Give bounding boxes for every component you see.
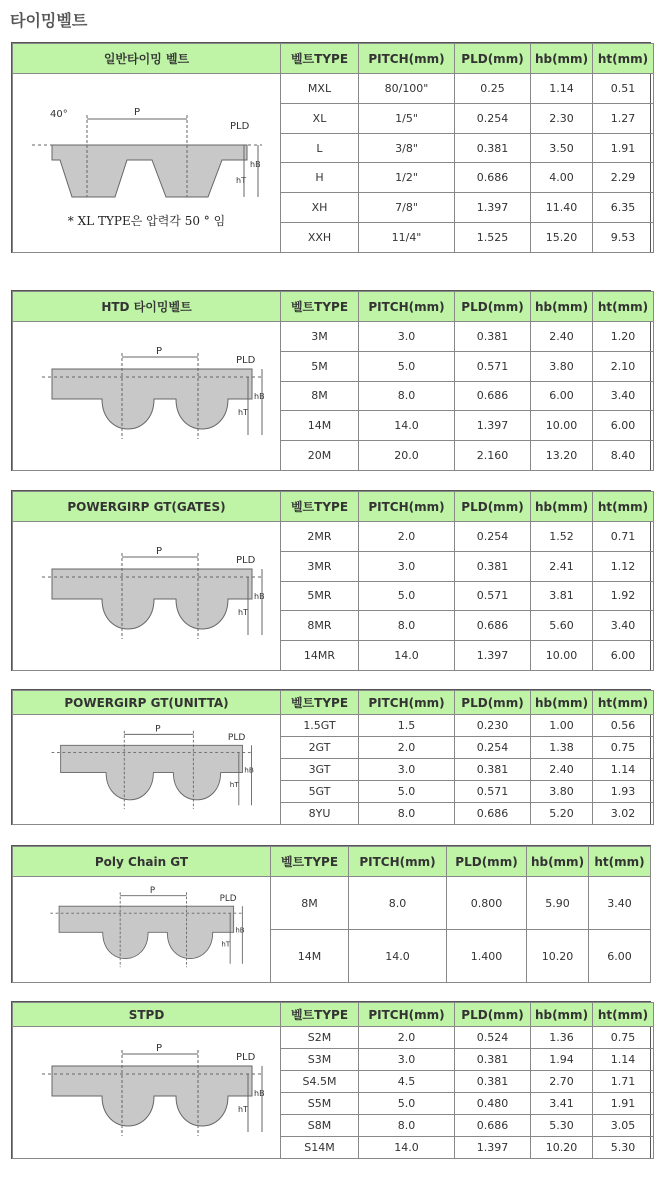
hb-cell: 5.30: [531, 1115, 593, 1137]
column-header: ht(mm): [593, 492, 654, 522]
column-header: ht(mm): [593, 1003, 654, 1027]
hb-cell: 1.52: [531, 522, 593, 552]
column-header: ht(mm): [593, 44, 654, 74]
pitch-cell: 1/5": [359, 103, 455, 133]
ht-cell: 3.40: [593, 611, 654, 641]
column-header: hb(mm): [531, 292, 593, 322]
belt-profile-diagram: [17, 880, 267, 976]
belt-table-section: [11, 845, 651, 983]
belt-spec-table: [12, 291, 654, 471]
ht-cell: 3.02: [593, 803, 654, 825]
belt-diagram-cell: [13, 877, 271, 983]
pld-cell: 0.254: [455, 522, 531, 552]
belt-spec-table: [12, 846, 651, 983]
hb-cell: 5.20: [531, 803, 593, 825]
pld-cell: 2.160: [455, 441, 531, 471]
belt-table-section: [11, 290, 651, 471]
column-header: PLD(mm): [455, 492, 531, 522]
ht-cell: 6.00: [589, 930, 651, 983]
diagram-pitch-label: P: [149, 886, 155, 897]
pitch-cell: 3/8": [359, 133, 455, 163]
ht-cell: 0.71: [593, 522, 654, 552]
ht-cell: 1.93: [593, 781, 654, 803]
pitch-cell: 3.0: [359, 759, 455, 781]
belt-profile-diagram: [22, 97, 272, 207]
hb-cell: 11.40: [531, 193, 593, 223]
belt-table-section: [11, 42, 651, 253]
belt-diagram-cell: [13, 1027, 281, 1159]
pld-cell: 1.397: [455, 641, 531, 671]
hb-cell: 1.14: [531, 74, 593, 104]
column-header: ht(mm): [589, 847, 651, 877]
belt-profile-diagram: [22, 718, 272, 818]
belt-type-cell: 3M: [281, 322, 359, 352]
belt-type-cell: 5GT: [281, 781, 359, 803]
diagram-pld-label: PLD: [235, 355, 255, 367]
pitch-cell: 8.0: [359, 611, 455, 641]
pld-cell: 0.524: [455, 1027, 531, 1049]
belt-type-cell: XH: [281, 193, 359, 223]
pld-cell: 0.254: [455, 737, 531, 759]
pitch-cell: 5.0: [359, 351, 455, 381]
column-header: 벨트TYPE: [281, 44, 359, 74]
belt-diagram-cell: [13, 522, 281, 671]
ht-cell: 0.51: [593, 74, 654, 104]
hb-cell: 13.20: [531, 441, 593, 471]
hb-cell: 10.00: [531, 411, 593, 441]
section-title: Poly Chain GT: [13, 847, 271, 877]
diagram-ht-label: hT: [229, 780, 239, 790]
pld-cell: 1.400: [447, 930, 527, 983]
diagram-pld-label: PLD: [235, 1052, 255, 1063]
pitch-cell: 14.0: [349, 930, 447, 983]
pld-cell: 0.800: [447, 877, 527, 930]
pld-cell: 0.686: [455, 1115, 531, 1137]
diagram-hb-label: hB: [249, 159, 261, 169]
ht-cell: 5.30: [593, 1137, 654, 1159]
hb-cell: 1.00: [531, 715, 593, 737]
ht-cell: 8.40: [593, 441, 654, 471]
pld-cell: 1.397: [455, 1137, 531, 1159]
table-header-row: [13, 1003, 654, 1027]
column-header: ht(mm): [593, 292, 654, 322]
column-header: PLD(mm): [455, 292, 531, 322]
hb-cell: 4.00: [531, 163, 593, 193]
ht-cell: 6.00: [593, 641, 654, 671]
belt-table-section: [11, 490, 651, 671]
belt-type-cell: S5M: [281, 1093, 359, 1115]
hb-cell: 10.20: [527, 930, 589, 983]
ht-cell: 1.91: [593, 1093, 654, 1115]
diagram-pld-label: PLD: [227, 732, 245, 743]
belt-type-cell: 3GT: [281, 759, 359, 781]
belt-diagram-cell: [13, 322, 281, 471]
column-header: 벨트TYPE: [281, 1003, 359, 1027]
ht-cell: 3.40: [589, 877, 651, 930]
belt-type-cell: 1.5GT: [281, 715, 359, 737]
hb-cell: 3.80: [531, 351, 593, 381]
column-header: 벨트TYPE: [271, 847, 349, 877]
belt-type-cell: H: [281, 163, 359, 193]
pld-cell: 0.686: [455, 381, 531, 411]
belt-type-cell: 14M: [281, 411, 359, 441]
page-title: 타이밍벨트: [10, 11, 88, 30]
diagram-pitch-label: P: [155, 346, 162, 358]
pitch-cell: 8.0: [349, 877, 447, 930]
diagram-pld-label: PLD: [229, 120, 249, 132]
hb-cell: 6.00: [531, 381, 593, 411]
diagram-ht-label: hT: [237, 408, 248, 418]
table-header-row: [13, 292, 654, 322]
diagram-caption: * XL TYPE은 압력각 50 ° 임: [67, 213, 226, 228]
ht-cell: 6.35: [593, 193, 654, 223]
pld-cell: 0.571: [455, 781, 531, 803]
diagram-hb-label: hB: [234, 926, 245, 935]
diagram-hb-label: hB: [253, 592, 265, 602]
diagram-ht-label: hT: [237, 608, 248, 618]
pitch-cell: 3.0: [359, 551, 455, 581]
column-header: PITCH(mm): [359, 492, 455, 522]
column-header: PITCH(mm): [359, 1003, 455, 1027]
ht-cell: 3.05: [593, 1115, 654, 1137]
hb-cell: 10.00: [531, 641, 593, 671]
ht-cell: 1.12: [593, 551, 654, 581]
belt-type-cell: 14MR: [281, 641, 359, 671]
hb-cell: 3.50: [531, 133, 593, 163]
pitch-cell: 7/8": [359, 193, 455, 223]
pitch-cell: 2.0: [359, 737, 455, 759]
diagram-pitch-label: P: [155, 1043, 162, 1054]
column-header: PLD(mm): [455, 1003, 531, 1027]
section-title: STPD: [13, 1003, 281, 1027]
diagram-ht-label: hT: [220, 940, 230, 949]
belt-type-cell: 8MR: [281, 611, 359, 641]
column-header: hb(mm): [527, 847, 589, 877]
belt-type-cell: 20M: [281, 441, 359, 471]
ht-cell: 1.14: [593, 1049, 654, 1071]
ht-cell: 2.10: [593, 351, 654, 381]
hb-cell: 5.60: [531, 611, 593, 641]
pld-cell: 1.525: [455, 223, 531, 253]
pitch-cell: 3.0: [359, 322, 455, 352]
column-header: 벨트TYPE: [281, 292, 359, 322]
pld-cell: 0.480: [455, 1093, 531, 1115]
hb-cell: 2.40: [531, 322, 593, 352]
hb-cell: 3.41: [531, 1093, 593, 1115]
pld-cell: 0.381: [455, 551, 531, 581]
ht-cell: 1.91: [593, 133, 654, 163]
hb-cell: 2.41: [531, 551, 593, 581]
diagram-hb-label: hB: [243, 765, 254, 775]
column-header: PLD(mm): [455, 44, 531, 74]
belt-type-cell: MXL: [281, 74, 359, 104]
column-header: PITCH(mm): [349, 847, 447, 877]
ht-cell: 9.53: [593, 223, 654, 253]
ht-cell: 1.14: [593, 759, 654, 781]
belt-spec-table: [12, 491, 654, 671]
table-row: [13, 1027, 654, 1049]
section-title: POWERGIRP GT(GATES): [13, 492, 281, 522]
table-header-row: [13, 847, 651, 877]
belt-profile-diagram: [22, 534, 272, 654]
pld-cell: 0.686: [455, 611, 531, 641]
ht-cell: 1.20: [593, 322, 654, 352]
belt-type-cell: S3M: [281, 1049, 359, 1071]
belt-type-cell: S4.5M: [281, 1071, 359, 1093]
table-row: [13, 74, 654, 104]
belt-type-cell: L: [281, 133, 359, 163]
column-header: PITCH(mm): [359, 691, 455, 715]
pitch-cell: 1/2": [359, 163, 455, 193]
hb-cell: 1.94: [531, 1049, 593, 1071]
belt-spec-table: [12, 43, 654, 253]
table-header-row: [13, 44, 654, 74]
pld-cell: 0.381: [455, 1049, 531, 1071]
pitch-cell: 8.0: [359, 381, 455, 411]
pitch-cell: 5.0: [359, 1093, 455, 1115]
diagram-angle-label: 40°: [49, 108, 68, 120]
pld-cell: 1.397: [455, 411, 531, 441]
pitch-cell: 5.0: [359, 581, 455, 611]
section-title: HTD 타이밍벨트: [13, 292, 281, 322]
belt-type-cell: 5M: [281, 351, 359, 381]
belt-table-section: [11, 689, 651, 825]
column-header: hb(mm): [531, 1003, 593, 1027]
pld-cell: 0.230: [455, 715, 531, 737]
column-header: PLD(mm): [447, 847, 527, 877]
belt-type-cell: 8M: [281, 381, 359, 411]
ht-cell: 3.40: [593, 381, 654, 411]
pitch-cell: 80/100": [359, 74, 455, 104]
hb-cell: 10.20: [531, 1137, 593, 1159]
belt-profile-diagram: [22, 334, 272, 454]
diagram-pitch-label: P: [155, 546, 162, 558]
belt-type-cell: XXH: [281, 223, 359, 253]
belt-type-cell: 8YU: [281, 803, 359, 825]
ht-cell: 0.75: [593, 737, 654, 759]
pld-cell: 0.686: [455, 163, 531, 193]
diagram-ht-label: hT: [235, 175, 246, 185]
pitch-cell: 1.5: [359, 715, 455, 737]
hb-cell: 5.90: [527, 877, 589, 930]
ht-cell: 6.00: [593, 411, 654, 441]
table-row: [13, 877, 651, 930]
column-header: 벨트TYPE: [281, 691, 359, 715]
pitch-cell: 3.0: [359, 1049, 455, 1071]
belt-type-cell: 3MR: [281, 551, 359, 581]
column-header: hb(mm): [531, 492, 593, 522]
pitch-cell: 4.5: [359, 1071, 455, 1093]
pld-cell: 0.571: [455, 581, 531, 611]
table-row: [13, 715, 654, 737]
pld-cell: 1.397: [455, 193, 531, 223]
diagram-pld-label: PLD: [235, 555, 255, 567]
pitch-cell: 14.0: [359, 411, 455, 441]
table-header-row: [13, 691, 654, 715]
hb-cell: 3.81: [531, 581, 593, 611]
table-row: [13, 322, 654, 352]
pld-cell: 0.25: [455, 74, 531, 104]
hb-cell: 15.20: [531, 223, 593, 253]
diagram-ht-label: hT: [237, 1105, 248, 1114]
table-row: [13, 522, 654, 552]
hb-cell: 2.40: [531, 759, 593, 781]
section-title: 일반타이밍 벨트: [13, 44, 281, 74]
pitch-cell: 2.0: [359, 1027, 455, 1049]
ht-cell: 0.75: [593, 1027, 654, 1049]
pld-cell: 0.381: [455, 759, 531, 781]
pld-cell: 0.381: [455, 133, 531, 163]
belt-type-cell: S2M: [281, 1027, 359, 1049]
pitch-cell: 11/4": [359, 223, 455, 253]
belt-type-cell: S14M: [281, 1137, 359, 1159]
diagram-hb-label: hB: [253, 392, 265, 402]
pitch-cell: 20.0: [359, 441, 455, 471]
pitch-cell: 2.0: [359, 522, 455, 552]
belt-type-cell: 5MR: [281, 581, 359, 611]
diagram-pitch-label: P: [133, 106, 140, 118]
pitch-cell: 14.0: [359, 1137, 455, 1159]
pitch-cell: 5.0: [359, 781, 455, 803]
hb-cell: 3.80: [531, 781, 593, 803]
belt-type-cell: S8M: [281, 1115, 359, 1137]
belt-type-cell: 14M: [271, 930, 349, 983]
diagram-pld-label: PLD: [219, 893, 237, 904]
belt-type-cell: 2MR: [281, 522, 359, 552]
hb-cell: 2.70: [531, 1071, 593, 1093]
section-title: POWERGIRP GT(UNITTA): [13, 691, 281, 715]
column-header: PITCH(mm): [359, 292, 455, 322]
diagram-pitch-label: P: [154, 724, 161, 735]
column-header: hb(mm): [531, 691, 593, 715]
pitch-cell: 14.0: [359, 641, 455, 671]
belt-table-section: [11, 1001, 651, 1159]
belt-type-cell: 8M: [271, 877, 349, 930]
hb-cell: 2.30: [531, 103, 593, 133]
pld-cell: 0.571: [455, 351, 531, 381]
ht-cell: 0.56: [593, 715, 654, 737]
pld-cell: 0.381: [455, 322, 531, 352]
ht-cell: 1.71: [593, 1071, 654, 1093]
hb-cell: 1.36: [531, 1027, 593, 1049]
ht-cell: 1.27: [593, 103, 654, 133]
belt-diagram-cell: [13, 74, 281, 253]
belt-spec-table: [12, 1002, 654, 1159]
column-header: 벨트TYPE: [281, 492, 359, 522]
belt-type-cell: XL: [281, 103, 359, 133]
hb-cell: 1.38: [531, 737, 593, 759]
belt-diagram-cell: [13, 715, 281, 825]
pitch-cell: 8.0: [359, 803, 455, 825]
pitch-cell: 8.0: [359, 1115, 455, 1137]
column-header: hb(mm): [531, 44, 593, 74]
diagram-hb-label: hB: [253, 1089, 265, 1098]
belt-type-cell: 2GT: [281, 737, 359, 759]
belt-spec-table: [12, 690, 654, 825]
table-header-row: [13, 492, 654, 522]
ht-cell: 2.29: [593, 163, 654, 193]
pld-cell: 0.381: [455, 1071, 531, 1093]
column-header: PLD(mm): [455, 691, 531, 715]
column-header: PITCH(mm): [359, 44, 455, 74]
pld-cell: 0.686: [455, 803, 531, 825]
ht-cell: 1.92: [593, 581, 654, 611]
belt-profile-diagram: [22, 1031, 272, 1151]
pld-cell: 0.254: [455, 103, 531, 133]
column-header: ht(mm): [593, 691, 654, 715]
